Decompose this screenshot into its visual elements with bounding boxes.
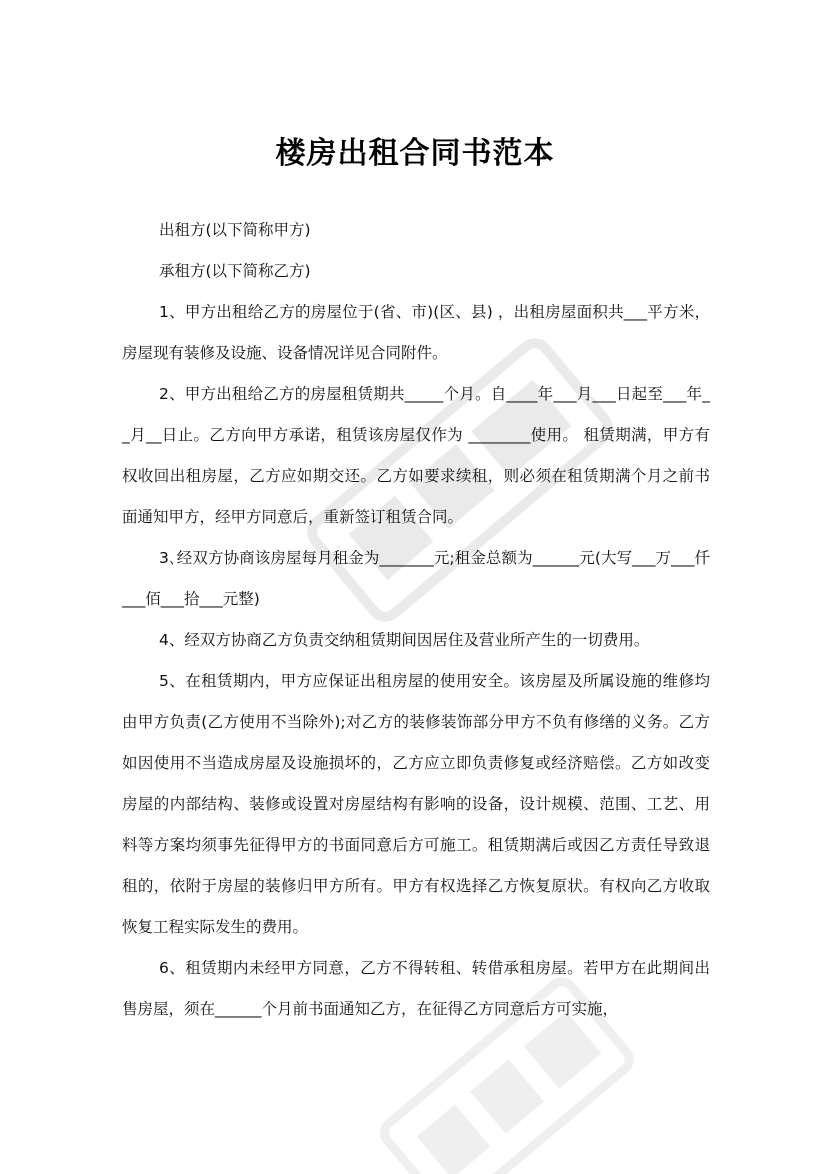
paragraph-clause-1: 1、甲方出租给乙方的房屋位于(省、市)(区、县) ，出租房屋面积共___平方米，房屋现有装修及设施、设备情况详见合同附件。 <box>122 303 710 362</box>
paragraph-lessee: 承租方(以下简称乙方) <box>159 262 311 280</box>
paragraph-clause-4: 4、经双方协商乙方负责交纳租赁期间因居住及营业所产生的一切费用。 <box>159 631 650 649</box>
document-title: 楼房出租合同书范本 <box>275 136 555 172</box>
paragraph-clause-6: 6、租赁期内未经甲方同意，乙方不得转租、转借承租房屋。若甲方在此期间出售房屋，须在______个月前书面通知乙方，在征得乙方同意后方可实施， <box>122 959 710 1018</box>
paragraph-lessor: 出租方(以下简称甲方) <box>159 221 311 239</box>
paragraph-clause-2: 2、甲方出租给乙方的房屋租赁期共_____个月。自____年___月___日起至___年__月__日止。乙方向甲方承诺，租赁该房屋仅作为 ________使用。 租赁期满，甲方有权收回出租房屋，乙方应如期交还。乙方如要求续租，则必须在租赁期满个月之前书面通知甲方，经甲方同意后，重新签订租赁合同。 <box>122 385 710 526</box>
paragraph-clause-5: 5、在租赁期内，甲方应保证出租房屋的使用安全。该房屋及所属设施的维修均由甲方负责(乙方使用不当除外);对乙方的装修装饰部分甲方不负有修缮的义务。乙方如因使用不当造成房屋及设施损坏的，乙方应立即负责修复或经济赔偿。乙方如改变房屋的内部结构、装修或设置对房屋结构有影响的设备，设计规模、范围、工艺、用料等方案均须事先征得甲方的书面同意后方可施工。租赁期满后或因乙方责任导致退租的，依附于房屋的装修归甲方所有。甲方有权选择乙方恢复原状。有权向乙方收取恢复工程实际发生的费用。 <box>122 672 710 936</box>
paragraph-clause-3: 3､经双方协商该房屋每月租金为_______元;租金总额为______元(大写___万___仟___佰___拾___元整) <box>122 549 710 608</box>
document-body <box>122 210 710 1030</box>
